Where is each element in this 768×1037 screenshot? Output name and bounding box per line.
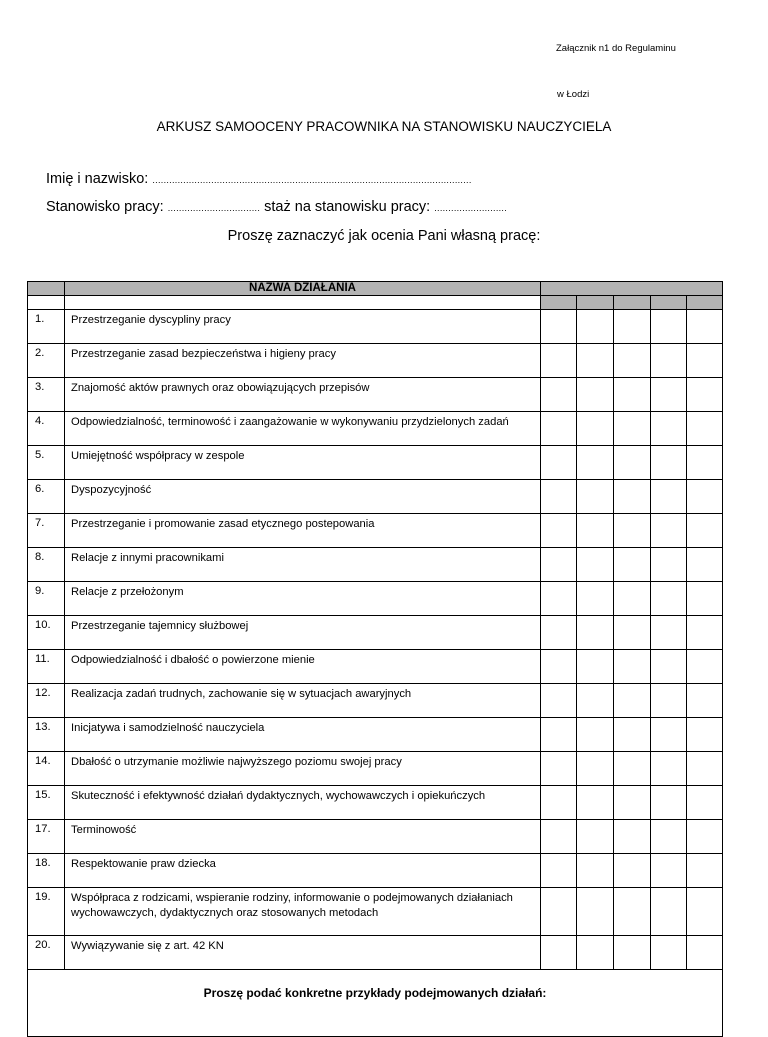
rating-cell-2[interactable] (577, 820, 614, 854)
table-row (28, 310, 723, 344)
rating-cell-5[interactable] (687, 718, 723, 752)
rating-cell-4[interactable] (651, 820, 687, 854)
row-number: 7. (28, 514, 65, 548)
position-row (46, 199, 507, 215)
row-description: Relacje z przełożonym (65, 582, 541, 616)
rating-cell-4[interactable] (651, 888, 687, 936)
row-description: Znajomość aktów prawnych oraz obowiązujących przepisów (65, 378, 541, 412)
rating-cell-3[interactable] (614, 820, 651, 854)
rating-cell-2[interactable] (577, 514, 614, 548)
table-header-row (28, 282, 723, 296)
row-number: 14. (28, 752, 65, 786)
rating-cell-5[interactable] (687, 936, 723, 970)
rating-cell-1[interactable] (541, 548, 577, 582)
position-fill-line[interactable]: ................................. (167, 203, 261, 213)
rating-cell-3[interactable] (614, 752, 651, 786)
rating-cell-3[interactable] (614, 514, 651, 548)
rating-cell-3[interactable] (614, 786, 651, 820)
rating-cell-1[interactable] (541, 684, 577, 718)
examples-prompt[interactable]: Proszę podać konkretne przykłady podejmowanych działań: (28, 970, 723, 1037)
rating-cell-1[interactable] (541, 446, 577, 480)
rating-cell-2[interactable] (577, 752, 614, 786)
rating-cell-4[interactable] (651, 310, 687, 344)
rating-cell-3[interactable] (614, 446, 651, 480)
rating-cell-4[interactable] (651, 514, 687, 548)
table-row (28, 718, 723, 752)
page-title: ARKUSZ SAMOOCENY PRACOWNIKA NA STANOWISKU NAUCZYCIELA (156, 119, 612, 134)
rating-cell-1[interactable] (541, 854, 577, 888)
rating-cell-4[interactable] (651, 412, 687, 446)
rating-cell-2[interactable] (577, 684, 614, 718)
rating-cell-2[interactable] (577, 378, 614, 412)
table-row (28, 616, 723, 650)
rating-cell-2[interactable] (577, 344, 614, 378)
rating-cell-5[interactable] (687, 888, 723, 936)
row-description: Współpraca z rodzicami, wspieranie rodziny, informowanie o podejmowanych działaniach wychowawczych, dydaktycznych oraz stosowanych metodach (65, 888, 541, 936)
rating-cell-2[interactable] (577, 854, 614, 888)
row-description: Skuteczność i efektywność działań dydaktycznych, wychowawczych i opiekuńczych (65, 786, 541, 820)
rating-cell-4[interactable] (651, 446, 687, 480)
rating-cell-5[interactable] (687, 786, 723, 820)
row-description: Wywiązywanie się z art. 42 KN (65, 936, 541, 970)
table-row (28, 786, 723, 820)
table-row (28, 936, 723, 970)
rating-cell-4[interactable] (651, 684, 687, 718)
rating-cell-1[interactable] (541, 480, 577, 514)
rating-cell-5[interactable] (687, 616, 723, 650)
row-number: 6. (28, 480, 65, 514)
rating-cell-2[interactable] (577, 650, 614, 684)
city-note: w Łodzi (557, 89, 590, 100)
rating-cell-1[interactable] (541, 650, 577, 684)
row-number: 9. (28, 582, 65, 616)
header-label: NAZWA DZIAŁANIA (65, 282, 541, 296)
header-num-cell (28, 282, 65, 296)
rating-cell-2[interactable] (577, 548, 614, 582)
row-number: 8. (28, 548, 65, 582)
row-number: 11. (28, 650, 65, 684)
row-number: 4. (28, 412, 65, 446)
rating-cell-3[interactable] (614, 650, 651, 684)
rating-cell-2[interactable] (577, 718, 614, 752)
table-footer-row (28, 970, 723, 1037)
row-description: Dyspozycyjność (65, 480, 541, 514)
rating-cell-4[interactable] (651, 752, 687, 786)
table-row (28, 854, 723, 888)
table-row (28, 548, 723, 582)
rating-cell-1[interactable] (541, 888, 577, 936)
row-description: Przestrzeganie zasad bezpieczeństwa i higieny pracy (65, 344, 541, 378)
rating-cell-4[interactable] (651, 548, 687, 582)
rating-cell-4[interactable] (651, 616, 687, 650)
rating-cell-3[interactable] (614, 480, 651, 514)
rating-cell-3[interactable] (614, 582, 651, 616)
rating-cell-4[interactable] (651, 936, 687, 970)
rating-cell-5[interactable] (687, 684, 723, 718)
rating-cell-2[interactable] (577, 616, 614, 650)
row-number: 10. (28, 616, 65, 650)
table-row (28, 378, 723, 412)
rating-cell-5[interactable] (687, 820, 723, 854)
rating-prompt: Proszę zaznaczyć jak ocenia Pani własną pracę: (227, 228, 541, 244)
row-description: Relacje z innymi pracownikami (65, 548, 541, 582)
rating-cell-2[interactable] (577, 412, 614, 446)
rating-header-3 (614, 296, 651, 310)
table-subheader-row (28, 296, 723, 310)
rating-cell-3[interactable] (614, 378, 651, 412)
rating-cell-4[interactable] (651, 650, 687, 684)
rating-cell-5[interactable] (687, 854, 723, 888)
rating-cell-3[interactable] (614, 310, 651, 344)
rating-cell-4[interactable] (651, 718, 687, 752)
table-row (28, 752, 723, 786)
row-description: Umiejętność współpracy w zespole (65, 446, 541, 480)
self-assessment-table (27, 281, 723, 1037)
rating-cell-2[interactable] (577, 480, 614, 514)
position-label: Stanowisko pracy: (46, 199, 164, 215)
rating-cell-1[interactable] (541, 514, 577, 548)
rating-cell-1[interactable] (541, 582, 577, 616)
rating-cell-2[interactable] (577, 936, 614, 970)
rating-cell-2[interactable] (577, 582, 614, 616)
row-number: 20. (28, 936, 65, 970)
rating-cell-5[interactable] (687, 344, 723, 378)
rating-header-5 (687, 296, 723, 310)
row-number: 3. (28, 378, 65, 412)
row-number: 17. (28, 820, 65, 854)
row-description: Respektowanie praw dziecka (65, 854, 541, 888)
rating-cell-2[interactable] (577, 310, 614, 344)
table-row (28, 820, 723, 854)
rating-cell-4[interactable] (651, 378, 687, 412)
table-row (28, 888, 723, 936)
rating-cell-3[interactable] (614, 412, 651, 446)
rating-cell-4[interactable] (651, 582, 687, 616)
rating-cell-2[interactable] (577, 888, 614, 936)
rating-cell-4[interactable] (651, 786, 687, 820)
rating-cell-5[interactable] (687, 514, 723, 548)
row-number: 2. (28, 344, 65, 378)
rating-cell-3[interactable] (614, 548, 651, 582)
row-description: Przestrzeganie dyscypliny pracy (65, 310, 541, 344)
table-row (28, 650, 723, 684)
rating-cell-3[interactable] (614, 936, 651, 970)
rating-cell-1[interactable] (541, 718, 577, 752)
rating-header-1 (541, 296, 577, 310)
row-description: Dbałość o utrzymanie możliwie najwyższego poziomu swojej pracy (65, 752, 541, 786)
rating-cell-5[interactable] (687, 310, 723, 344)
rating-cell-3[interactable] (614, 684, 651, 718)
rating-cell-5[interactable] (687, 650, 723, 684)
row-number: 5. (28, 446, 65, 480)
row-description: Odpowiedzialność i dbałość o powierzone mienie (65, 650, 541, 684)
row-number: 1. (28, 310, 65, 344)
row-description: Realizacja zadań trudnych, zachowanie się w sytuacjach awaryjnych (65, 684, 541, 718)
rating-header-2 (577, 296, 614, 310)
rating-header-4 (651, 296, 687, 310)
rating-cell-5[interactable] (687, 446, 723, 480)
row-description: Przestrzeganie tajemnicy służbowej (65, 616, 541, 650)
rating-cell-1[interactable] (541, 412, 577, 446)
rating-cell-5[interactable] (687, 480, 723, 514)
rating-cell-1[interactable] (541, 820, 577, 854)
rating-cell-1[interactable] (541, 752, 577, 786)
rating-cell-1[interactable] (541, 786, 577, 820)
rating-cell-1[interactable] (541, 310, 577, 344)
table-row (28, 446, 723, 480)
rating-cell-4[interactable] (651, 480, 687, 514)
table-row (28, 684, 723, 718)
rating-cell-5[interactable] (687, 548, 723, 582)
row-description: Odpowiedzialność, terminowość i zaangażowanie w wykonywaniu przydzielonych zadań (65, 412, 541, 446)
name-row (46, 171, 472, 187)
rating-cell-2[interactable] (577, 446, 614, 480)
rating-cell-5[interactable] (687, 582, 723, 616)
rating-cell-3[interactable] (614, 616, 651, 650)
rating-cell-3[interactable] (614, 344, 651, 378)
seniority-label: staż na stanowisku pracy: (264, 199, 431, 215)
subheader-num-cell (28, 296, 65, 310)
rating-cell-3[interactable] (614, 888, 651, 936)
rating-cell-1[interactable] (541, 378, 577, 412)
name-label: Imię i nazwisko: (46, 171, 149, 187)
row-number: 18. (28, 854, 65, 888)
header-rating-cell (541, 282, 723, 296)
row-number: 13. (28, 718, 65, 752)
row-description: Przestrzeganie i promowanie zasad etycznego postepowania (65, 514, 541, 548)
annex-note: Załącznik n1 do Regulaminu (556, 43, 676, 54)
name-fill-line[interactable]: .................................................................................................................. (152, 175, 472, 185)
rating-cell-4[interactable] (651, 344, 687, 378)
row-description: Terminowość (65, 820, 541, 854)
seniority-fill-line[interactable]: .......................... (434, 203, 508, 213)
rating-cell-3[interactable] (614, 854, 651, 888)
rating-cell-3[interactable] (614, 718, 651, 752)
rating-cell-1[interactable] (541, 344, 577, 378)
rating-cell-1[interactable] (541, 616, 577, 650)
row-number: 19. (28, 888, 65, 936)
row-description: Inicjatywa i samodzielność nauczyciela (65, 718, 541, 752)
rating-cell-5[interactable] (687, 412, 723, 446)
table-row (28, 480, 723, 514)
row-number: 12. (28, 684, 65, 718)
rating-cell-2[interactable] (577, 786, 614, 820)
table-row (28, 344, 723, 378)
rating-cell-5[interactable] (687, 378, 723, 412)
table-row (28, 582, 723, 616)
subheader-label-cell (65, 296, 541, 310)
rating-cell-5[interactable] (687, 752, 723, 786)
rating-cell-4[interactable] (651, 854, 687, 888)
row-number: 15. (28, 786, 65, 820)
rating-cell-1[interactable] (541, 936, 577, 970)
table-row (28, 412, 723, 446)
table-row (28, 514, 723, 548)
